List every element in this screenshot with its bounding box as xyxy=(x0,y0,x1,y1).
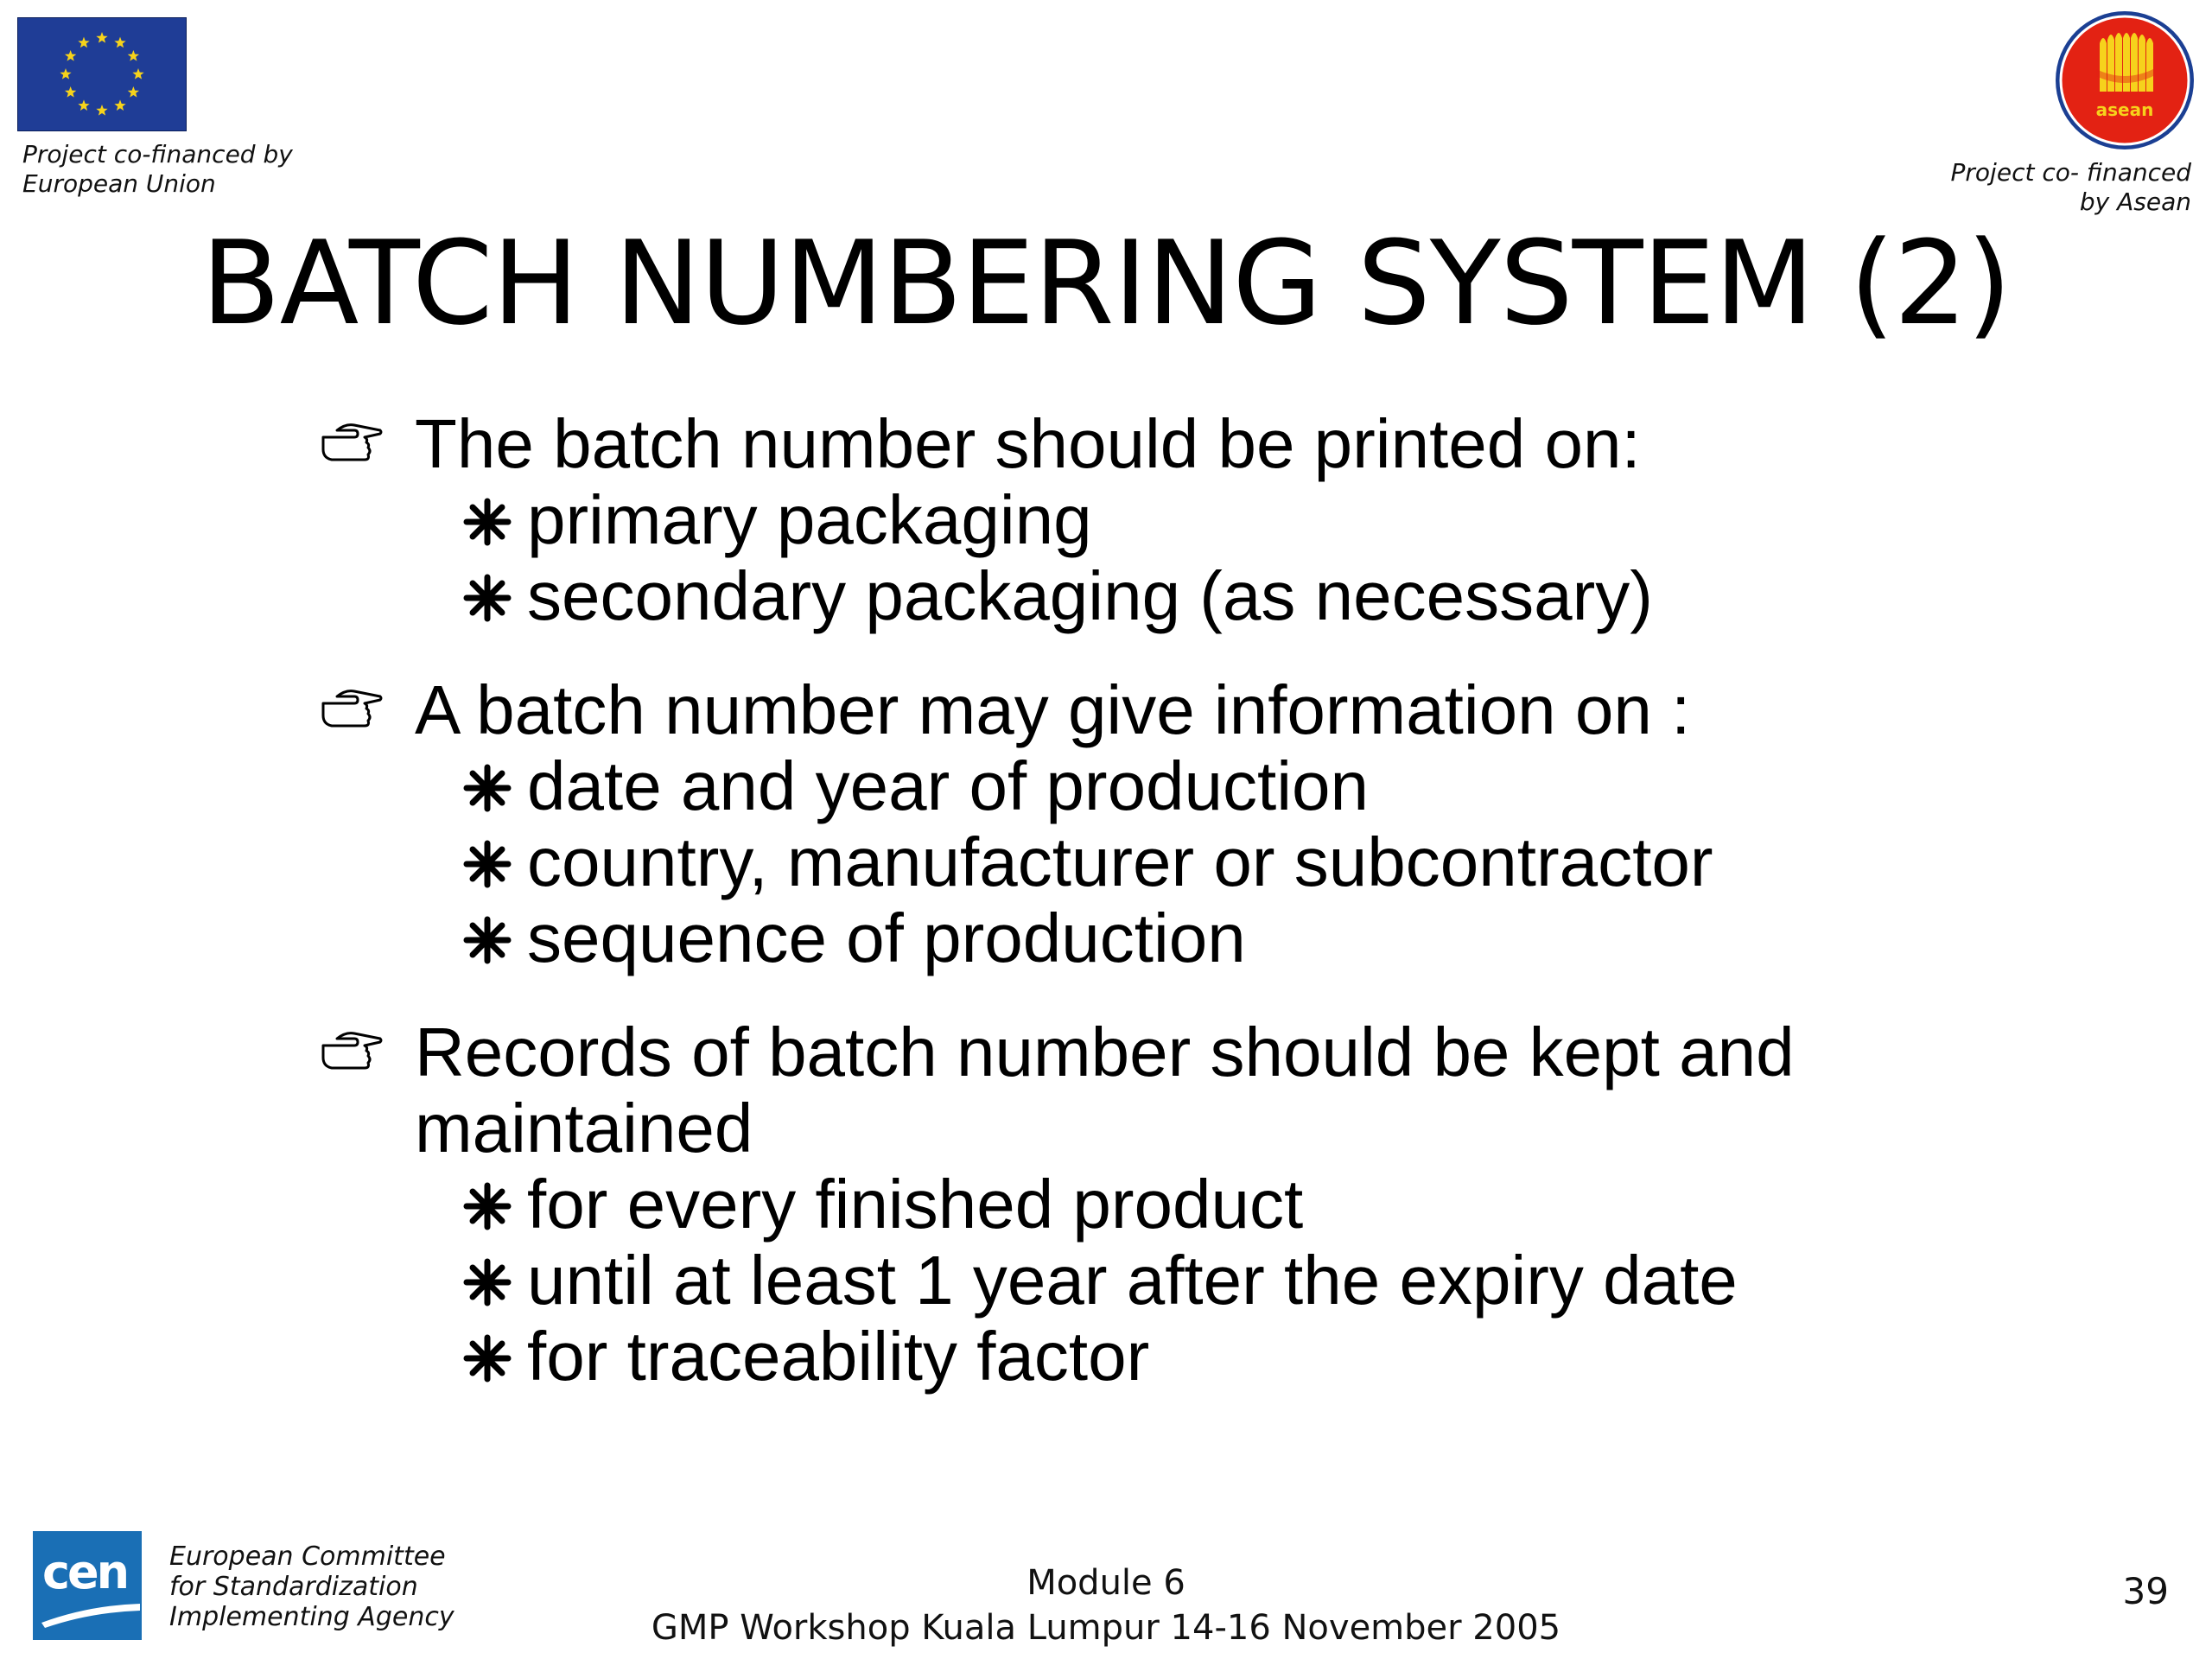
sub-bullet xyxy=(320,1243,2048,1319)
asean-logo xyxy=(2053,9,2196,152)
asterisk-bullet-icon xyxy=(463,916,512,964)
cen-caption-line: Implementing Agency xyxy=(169,1602,454,1632)
asterisk-bullet-icon xyxy=(463,840,512,888)
eu-caption xyxy=(22,140,293,199)
sub-bullet xyxy=(320,558,2048,634)
rice-stalks-icon xyxy=(2096,33,2153,92)
pointing-hand-icon xyxy=(320,684,384,733)
asterisk-bullet-icon xyxy=(463,1258,512,1306)
sub-bullet xyxy=(320,1166,2048,1243)
cen-caption-line: European Committee xyxy=(169,1541,446,1572)
sub-bullet xyxy=(320,482,2048,558)
sub-bullet-text: for every finished product xyxy=(527,1166,1304,1243)
asterisk-bullet-icon xyxy=(463,574,512,622)
footer-module: Module 6 xyxy=(1027,1563,1185,1603)
sub-bullet-text: secondary packaging (as necessary) xyxy=(527,557,1653,634)
bullet-lead-line: maintained xyxy=(415,1090,753,1166)
footer-center xyxy=(0,1560,2212,1650)
asean-caption xyxy=(1951,158,2191,217)
slide-title: BATCH NUMBERING SYSTEM (2) xyxy=(200,216,2012,351)
eu-flag-logo xyxy=(17,17,187,131)
bullet-lead xyxy=(320,672,2048,748)
sub-bullet xyxy=(320,900,2048,976)
asterisk-bullet-icon xyxy=(463,498,512,546)
pointing-hand-icon xyxy=(320,418,384,467)
sub-bullet-text: for traceability factor xyxy=(527,1318,1150,1395)
pointing-hand-icon xyxy=(320,1027,384,1075)
asean-caption-line: Project co- financed xyxy=(1950,158,2191,187)
sub-bullet-text: country, manufacturer or subcontractor xyxy=(527,823,1713,900)
asterisk-bullet-icon xyxy=(463,1334,512,1382)
eu-caption-line: Project co-financed by xyxy=(22,140,293,168)
sub-bullet-text: date and year of production xyxy=(527,747,1370,824)
sub-bullet-text: primary packaging xyxy=(527,481,1092,558)
asean-caption-line: by Asean xyxy=(2079,188,2191,216)
asean-logo-text: asean xyxy=(2095,99,2154,120)
bullet-lead xyxy=(320,406,2048,482)
asterisk-bullet-icon xyxy=(463,764,512,812)
sub-bullet xyxy=(320,824,2048,900)
cen-logo-text: cen xyxy=(41,1545,128,1599)
bullet-lead-line: The batch number should be printed on: xyxy=(415,405,1641,482)
page-number: 39 xyxy=(2122,1570,2169,1612)
bullet-group xyxy=(320,406,2048,634)
bullet-group xyxy=(320,1014,2048,1395)
footer-workshop: GMP Workshop Kuala Lumpur 14-16 November 2005 xyxy=(651,1608,1561,1648)
bullet-group xyxy=(320,672,2048,976)
bullet-lead-line: Records of batch number should be kept and xyxy=(415,1014,1795,1090)
sub-bullet xyxy=(320,748,2048,824)
sub-bullet-text: sequence of production xyxy=(527,899,1246,976)
bullet-lead-line: A batch number may give information on : xyxy=(415,671,1691,748)
sub-bullet-text: until at least 1 year after the expiry date xyxy=(527,1242,1738,1319)
asterisk-bullet-icon xyxy=(463,1182,512,1230)
bullet-lead xyxy=(320,1014,2048,1166)
sub-bullet xyxy=(320,1319,2048,1395)
cen-caption-line: for Standardization xyxy=(169,1572,418,1602)
eu-caption-line: European Union xyxy=(22,169,216,198)
slide-body xyxy=(320,406,2048,1433)
